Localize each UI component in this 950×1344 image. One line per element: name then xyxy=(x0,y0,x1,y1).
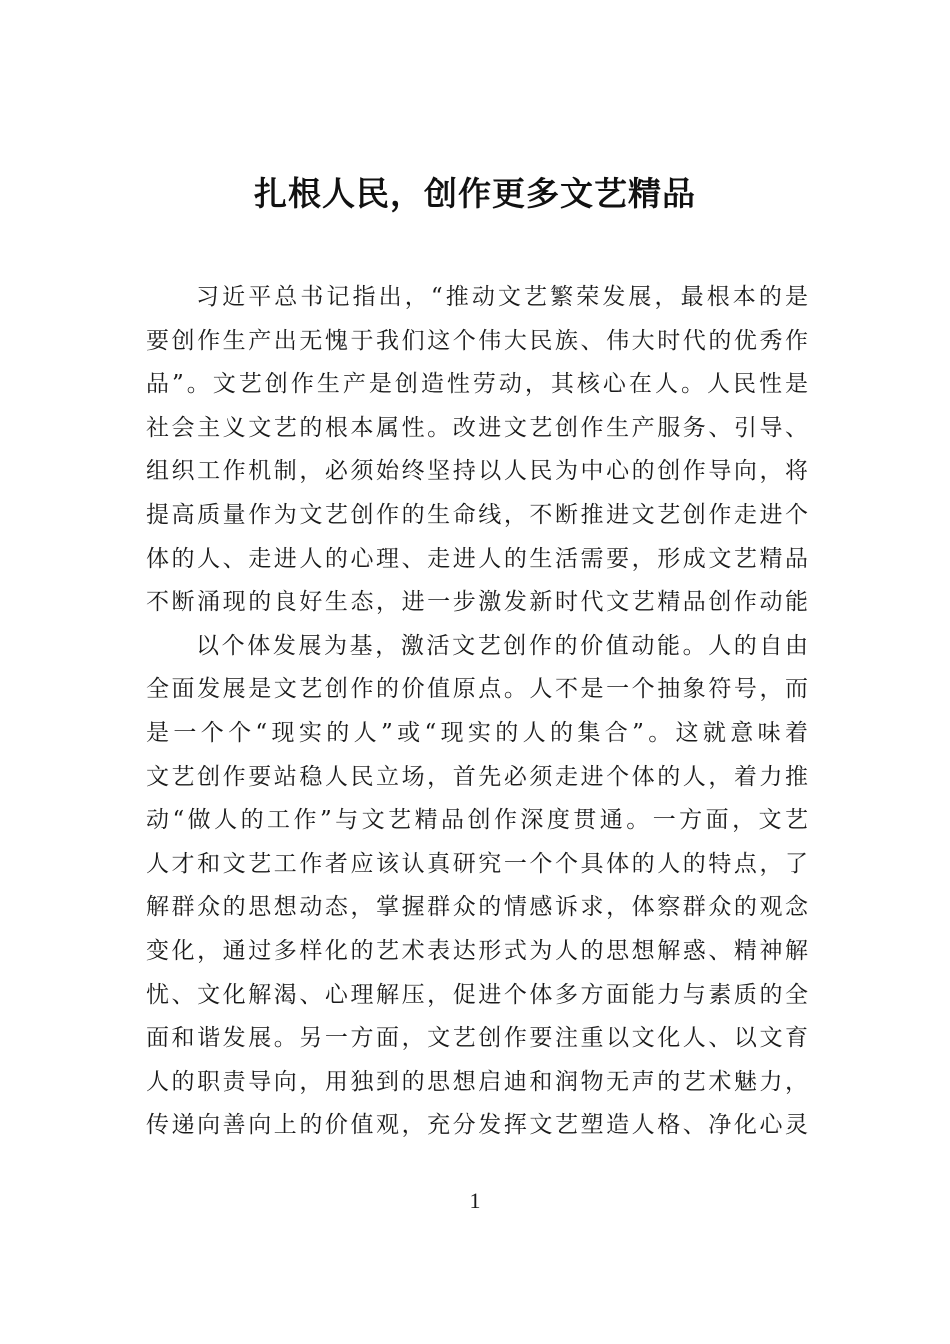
paragraph-2-line: 人的职责导向，用独到的思想启迪和润物无声的艺术魅力， xyxy=(146,1068,808,1095)
paragraph-2-line: 忧、文化解渴、心理解压，促进个体多方面能力与素质的全 xyxy=(146,981,808,1008)
paragraph-1-line: 要创作生产出无愧于我们这个伟大民族、伟大时代的优秀作 xyxy=(146,327,808,354)
paragraph-2-line: 解群众的思想动态，掌握群众的情感诉求，体察群众的观念 xyxy=(146,894,808,921)
paragraph-2-line: 是一个个“现实的人”或“现实的人的集合”。这就意味着 xyxy=(146,719,808,746)
paragraph-2-line: 文艺创作要站稳人民立场，首先必须走进个体的人，着力推 xyxy=(146,763,808,790)
paragraph-2-line: 面和谐发展。另一方面，文艺创作要注重以文化人、以文育 xyxy=(146,1025,808,1052)
page-number: 1 xyxy=(469,1188,481,1213)
paragraph-1-line: 习近平总书记指出，“推动文艺繁荣发展，最根本的是 xyxy=(196,284,808,310)
paragraph-2-line: 全面发展是文艺创作的价值原点。人不是一个抽象符号，而 xyxy=(146,676,808,703)
paragraph-1-line: 品”。文艺创作生产是创造性劳动，其核心在人。人民性是 xyxy=(146,371,808,398)
document-title: 扎根人民，创作更多文艺精品 xyxy=(254,174,696,213)
paragraph-1-line: 不断涌现的良好生态，进一步激发新时代文艺精品创作动能 xyxy=(146,589,808,616)
paragraph-2-line: 人才和文艺工作者应该认真研究一个个具体的人的特点，了 xyxy=(146,850,808,877)
paragraph-2-line: 以个体发展为基，激活文艺创作的价值动能。人的自由 xyxy=(196,632,808,659)
paragraph-2-line: 动“做人的工作”与文艺精品创作深度贯通。一方面，文艺 xyxy=(146,807,808,834)
paragraph-2-line: 变化，通过多样化的艺术表达形式为人的思想解惑、精神解 xyxy=(146,937,808,964)
document-body xyxy=(146,276,808,1148)
paragraph-1-line: 体的人、走进人的心理、走进人的生活需要，形成文艺精品 xyxy=(146,545,808,572)
paragraph-1-line: 提高质量作为文艺创作的生命线，不断推进文艺创作走进个 xyxy=(146,501,808,528)
paragraph-1-line: 组织工作机制，必须始终坚持以人民为中心的创作导向，将 xyxy=(146,458,808,485)
paragraph-1-line: 社会主义文艺的根本属性。改进文艺创作生产服务、引导、 xyxy=(146,414,808,441)
paragraph-2-line: 传递向善向上的价值观，充分发挥文艺塑造人格、净化心灵 xyxy=(146,1112,808,1139)
